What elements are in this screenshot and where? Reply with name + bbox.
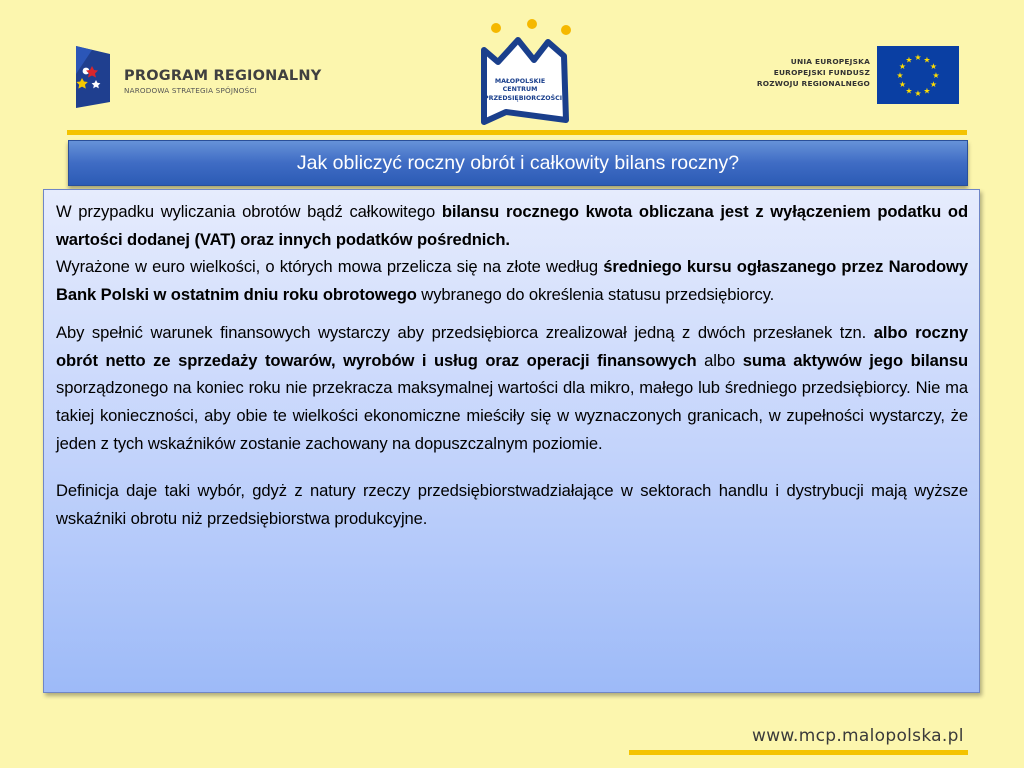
svg-text:★: ★ <box>932 71 940 80</box>
slide-title-bar <box>68 140 968 186</box>
text-run: Wyrażone w euro wielkości, o których mowa przelicza się na złote według <box>56 257 604 277</box>
eu-label <box>757 56 870 90</box>
svg-text:★: ★ <box>898 62 907 71</box>
svg-text:★: ★ <box>923 86 931 96</box>
paragraph-vat <box>56 198 968 253</box>
text-run: sporządzonego na koniec roku nie przekracza maksymalnej wartości dla mikro, małego lub średniego przedsiębiorcy. Nie ma takiej konieczności, aby obie te wielkości ekonomiczne mieściły się w wyznaczonych granicach, w zupełności wystarczy, że jeden z tych wskaźników zostanie zachowany na dopuszczalnym poziomie. <box>56 378 968 453</box>
eu-line: UNIA EUROPEJSKA <box>790 57 870 66</box>
program-title: PROGRAM REGIONALNY <box>124 68 322 84</box>
program-subtitle: NARODOWA STRATEGIA SPÓJNOŚCI <box>124 86 257 95</box>
footer-url: www.mcp.malopolska.pl <box>752 726 964 746</box>
svg-text:★: ★ <box>896 71 904 80</box>
bold-text-run: bilansu rocznego kwota obliczana jest z wyłączeniem podatku od wartości dodanej (VAT) oraz innych podatków pośrednich. <box>56 202 968 249</box>
footer-divider <box>629 750 968 755</box>
mcp-logo <box>476 16 576 128</box>
text-run: Aby spełnić warunek finansowych wystarczy aby przedsiębiorca zrealizował jedną z dwóch przesłanek tzn. <box>56 322 874 342</box>
mcp-crown-icon <box>476 16 576 128</box>
svg-text:★: ★ <box>898 80 907 89</box>
mcp-logo-line: MAŁOPOLSKIE <box>494 78 546 85</box>
svg-text:★: ★ <box>923 55 931 65</box>
mcp-logo-text <box>484 78 563 103</box>
program-regionalny-logo <box>72 44 322 112</box>
svg-text:★: ★ <box>929 80 938 89</box>
text-run: wybranego do określenia statusu przedsiębiorcy. <box>416 285 775 305</box>
header-divider <box>67 130 967 135</box>
text-run: W przypadku wyliczania obrotów bądź całkowitego <box>56 202 442 221</box>
svg-text:★: ★ <box>905 55 913 65</box>
svg-text:★: ★ <box>929 62 938 71</box>
mcp-logo-line: CENTRUM <box>502 86 538 94</box>
svg-text:★: ★ <box>905 86 913 96</box>
paragraph-exchange-rate <box>56 253 968 308</box>
program-regionalny-emblem-icon <box>72 44 112 110</box>
eu-stars-icon <box>877 46 959 104</box>
content-box <box>43 189 980 693</box>
slide-title: Jak obliczyć roczny obrót i całkowity bilans roczny? <box>296 151 740 174</box>
svg-text:★: ★ <box>914 53 922 62</box>
text-run: albo <box>696 350 743 370</box>
eu-line: EUROPEJSKI FUNDUSZ <box>773 68 870 78</box>
bold-text-run: średniego kursu ogłaszanego przez Narodowy Bank Polski w ostatnim dniu roku obrotowego <box>56 257 968 305</box>
mcp-logo-line: PRZEDSIĘBIORCZOŚCI <box>484 94 563 102</box>
paragraph-condition <box>56 319 968 458</box>
svg-text:★: ★ <box>914 89 922 98</box>
bold-text-run: suma aktywów jego bilansu <box>742 350 968 370</box>
eu-line: ROZWOJU REGIONALNEGO <box>756 79 870 89</box>
eu-flag-icon <box>877 46 959 104</box>
paragraph-definition: Definicja daje taki wybór, gdyż z natury rzeczy przedsiębiorstwadziałające w sektorach handlu i dystrybucji mają wyższe wskaźniki obrotu niż przedsiębiorstwa produkcyjne. <box>56 481 968 529</box>
bold-text-run: albo roczny obrót netto ze sprzedaży towarów, wyrobów i usług oraz operacji finansowych <box>56 322 968 370</box>
